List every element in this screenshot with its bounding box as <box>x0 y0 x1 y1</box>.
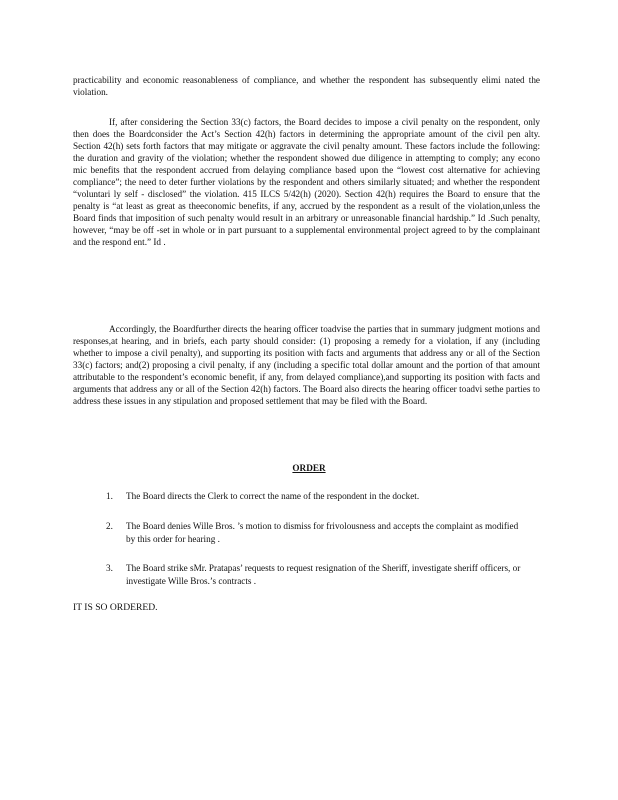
order-item-text: The Board strike sMr. Pratapas’ requests to request resignation of the Sheriff, investigate sheriff officers, or investigate Wille Bros.’s contracts . <box>126 563 521 586</box>
order-item <box>106 520 526 546</box>
order-item-text: The Board directs the Clerk to correct the name of the respondent in the docket. <box>126 491 420 501</box>
order-item <box>106 490 526 503</box>
order-heading: ORDER <box>292 463 326 473</box>
order-item-number: 2. <box>106 521 113 531</box>
paragraph-continuation: practicability and economic reasonableness of compliance, and whether the respondent has subsequently elimi nated the violation. <box>73 75 540 97</box>
order-item-number: 3. <box>106 563 113 573</box>
paragraph-section-42h: If, after considering the Section 33(c) factors, the Board decides to impose a civil penalty on the respondent, only then does the Boardconsider the Act’s Section 42(h) factors in determining the appropriate amount of the civil pen alty. Section 42(h) sets forth factors that may mitigate or aggravate the civil penalty amount. These factors include the following: the duration and gravity of the violation; whether the respondent showed due diligence in attempting to comply; any econo mic benefits that the respondent accrued from delaying compliance based upon the “lowest cost alternative for achieving compliance”; the need to deter further violations by the respondent and others similarly situated; and whether the respondent “voluntari ly self - disclosed” the violation. 415 ILCS 5/42(h) (2020). Section 42(h) requires the Board to ensure that the penalty is “at least as great as theeconomic benefits, if any, accrued by the respondent as a result of the violation,unless the Board finds that imposition of such penalty would result in an arbitrary or unreasonable financial hardship.” Id .Such penalty, however, “may be off -set in whole or in part pursuant to a supplemental environmental project agreed to by the complainant and the respond ent.” Id . <box>73 117 540 247</box>
order-item-text: The Board denies Wille Bros. ’s motion to dismiss for frivolousness and accepts the complaint as modified by this order for hearing . <box>126 521 519 544</box>
order-item-number: 1. <box>106 491 113 501</box>
paragraph-hearing-directions: Accordingly, the Boardfurther directs the hearing officer toadvise the parties that in summary judgment motions and responses,at hearing, and in briefs, each party should consider: (1) proposing a remedy for a violation, if any (including whether to impose a civil penalty), and supporting its position with facts and arguments that address any or all of the Section 33(c) factors; and(2) proposing a civil penalty, if any (including a specific total dollar amount and the portion of that amount attributable to the respondent’s economic benefit, if any, from delayed compliance),and supporting its position with facts and arguments that address any or all of the Section 42(h) factors. The Board also directs the hearing officer toadvi sethe parties to address these issues in any stipulation and proposed settlement that may be filed with the Board. <box>73 324 540 406</box>
closing-statement: IT IS SO ORDERED. <box>73 602 158 613</box>
order-item <box>106 562 526 588</box>
